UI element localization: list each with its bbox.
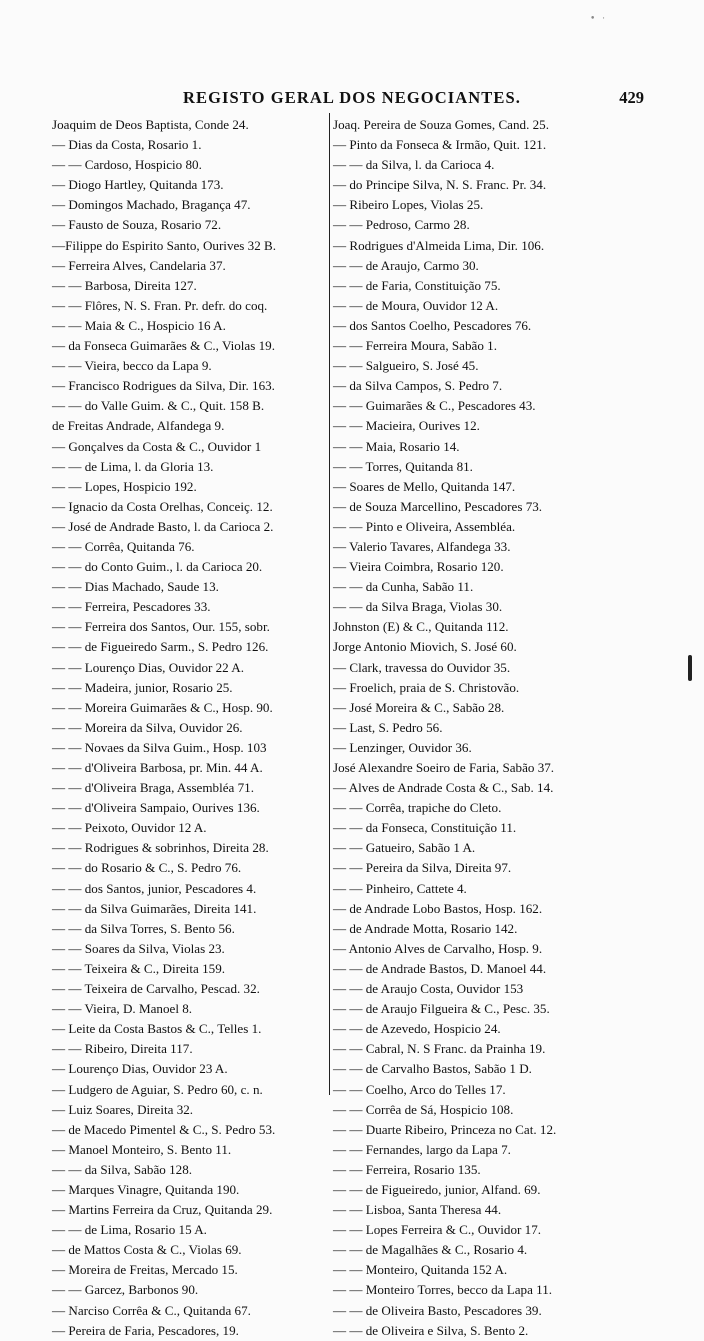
right-column xyxy=(333,115,631,1341)
directory-entry: — — de Figueiredo Sarm., S. Pedro 126. xyxy=(52,639,269,655)
directory-entry: — Luiz Soares, Direita 32. xyxy=(52,1101,194,1117)
directory-entry: — — Lopes, Hospicio 192. xyxy=(52,478,197,494)
directory-entry: — Pinto da Fonseca & Irmão, Quit. 121. xyxy=(333,137,547,153)
directory-entry: — Ferreira Alves, Candelaria 37. xyxy=(52,257,226,273)
directory-entry: — — Fernandes, largo da Lapa 7. xyxy=(333,1141,511,1157)
directory-entry: — — Soares da Silva, Violas 23. xyxy=(52,940,225,956)
directory-entry: — — Cabral, N. S Franc. da Prainha 19. xyxy=(333,1041,546,1057)
directory-entry: — — dos Santos, junior, Pescadores 4. xyxy=(52,880,257,896)
directory-entry: — — Ferreira, Rosario 135. xyxy=(333,1161,481,1177)
directory-entry: — — Barbosa, Direita 127. xyxy=(52,277,197,293)
directory-entry: — — do Valle Guim. & C., Quit. 158 B. xyxy=(52,398,265,414)
directory-entry: — — Moreira da Silva, Ouvidor 26. xyxy=(52,719,243,735)
margin-mark xyxy=(688,655,692,681)
directory-entry: Joaquim de Deos Baptista, Conde 24. xyxy=(52,117,249,132)
directory-entry: — — de Araujo, Carmo 30. xyxy=(333,257,479,273)
directory-entry: — — Flôres, N. S. Fran. Pr. defr. do coq. xyxy=(52,297,268,313)
directory-entry: — — da Silva Torres, S. Bento 56. xyxy=(52,920,235,936)
directory-entry: — — de Figueiredo, junior, Alfand. 69. xyxy=(333,1181,541,1197)
directory-entry: — — da Silva, Sabão 128. xyxy=(52,1161,193,1177)
directory-entry: — Lourenço Dias, Ouvidor 23 A. xyxy=(52,1061,228,1077)
directory-entry: — — da Silva Braga, Violas 30. xyxy=(333,599,503,615)
directory-entry: — — Moreira Guimarães & C., Hosp. 90. xyxy=(52,699,273,715)
directory-entry: — — da Cunha, Sabão 11. xyxy=(333,579,474,595)
page-title: REGISTO GERAL DOS NEGOCIANTES. xyxy=(182,88,522,107)
directory-entry: — Froelich, praia de S. Christovão. xyxy=(333,679,520,695)
directory-entry: — — Peixoto, Ouvidor 12 A. xyxy=(52,820,207,836)
directory-entry: — Soares de Mello, Quitanda 147. xyxy=(333,478,516,494)
directory-entry: — — Garcez, Barbonos 90. xyxy=(52,1282,199,1298)
directory-entry: — — Ribeiro, Direita 117. xyxy=(52,1041,193,1057)
directory-entry: — Lenzinger, Ouvidor 36. xyxy=(333,739,472,755)
directory-entry: — Ignacio da Costa Orelhas, Conceiç. 12. xyxy=(52,498,273,514)
directory-entry: — Martins Ferreira da Cruz, Quitanda 29. xyxy=(52,1202,273,1218)
directory-entry: — Last, S. Pedro 56. xyxy=(333,719,443,735)
directory-entry: — Alves de Andrade Costa & C., Sab. 14. xyxy=(333,780,554,796)
directory-entry: — — Vieira, D. Manoel 8. xyxy=(52,1001,193,1017)
page-number: 429 xyxy=(619,88,644,107)
directory-entry: — — Macieira, Ourives 12. xyxy=(333,418,480,434)
directory-entry: — — de Moura, Ouvidor 12 A. xyxy=(333,297,499,313)
directory-entry: — — Rodrigues & sobrinhos, Direita 28. xyxy=(52,840,269,856)
left-column xyxy=(52,115,339,1341)
directory-entry: — — Teixeira de Carvalho, Pescad. 32. xyxy=(52,981,260,997)
directory-entry: — — Coelho, Arco do Telles 17. xyxy=(333,1081,506,1097)
directory-entry: — — Dias Machado, Saude 13. xyxy=(52,579,219,595)
directory-entry: — do Principe Silva, N. S. Franc. Pr. 34. xyxy=(333,177,547,193)
directory-entry: — — Cardoso, Hospicio 80. xyxy=(52,157,202,173)
directory-entry: — de Andrade Lobo Bastos, Hosp. 162. xyxy=(333,900,543,916)
directory-entry: Johnston (E) & C., Quitanda 112. xyxy=(333,619,509,635)
directory-entry: — Diogo Hartley, Quitanda 173. xyxy=(52,177,224,193)
directory-entry: — dos Santos Coelho, Pescadores 76. xyxy=(333,317,532,333)
directory-entry: — — Torres, Quitanda 81. xyxy=(333,458,473,474)
directory-entry: — Dias da Costa, Rosario 1. xyxy=(52,137,202,153)
directory-entry: — — de Oliveira Basto, Pescadores 39. xyxy=(333,1302,542,1318)
directory-entry: — — de Magalhães & C., Rosario 4. xyxy=(333,1242,528,1258)
directory-entry: —Filippe do Espirito Santo, Ourives 32 B. xyxy=(52,237,277,253)
directory-entry: — — de Lima, Rosario 15 A. xyxy=(52,1222,207,1238)
directory-entry: — — de Araujo Filgueira & C., Pesc. 35. xyxy=(333,1001,550,1017)
directory-entry: — Manoel Monteiro, S. Bento 11. xyxy=(52,1141,232,1157)
directory-entry: — Vieira Coimbra, Rosario 120. xyxy=(333,559,504,575)
directory-entry: Jorge Antonio Miovich, S. José 60. xyxy=(333,639,517,655)
directory-entry: — — de Carvalho Bastos, Sabão 1 D. xyxy=(333,1061,532,1077)
directory-entry: — Antonio Alves de Carvalho, Hosp. 9. xyxy=(333,940,543,956)
directory-entry: — Fausto de Souza, Rosario 72. xyxy=(52,217,222,233)
directory-entry: — — Ferreira, Pescadores 33. xyxy=(52,599,211,615)
directory-entry: — — Guimarães & C., Pescadores 43. xyxy=(333,398,536,414)
directory-entry: — — da Fonseca, Constituição 11. xyxy=(333,820,517,836)
directory-entry: — Ludgero de Aguiar, S. Pedro 60, c. n. xyxy=(52,1081,263,1097)
directory-entry: — de Macedo Pimentel & C., S. Pedro 53. xyxy=(52,1121,276,1137)
directory-entry: — Marques Vinagre, Quitanda 190. xyxy=(52,1181,240,1197)
directory-entry: — — Corrêa de Sá, Hospicio 108. xyxy=(333,1101,514,1117)
directory-entry: — Rodrigues d'Almeida Lima, Dir. 106. xyxy=(333,237,545,253)
directory-entry: — de Mattos Costa & C., Violas 69. xyxy=(52,1242,242,1258)
directory-entry: — — de Lima, l. da Gloria 13. xyxy=(52,458,214,474)
directory-entry: — Moreira de Freitas, Mercado 15. xyxy=(52,1262,238,1278)
directory-entry: — — Pinheiro, Cattete 4. xyxy=(333,880,467,896)
directory-entry: — de Andrade Motta, Rosario 142. xyxy=(333,920,518,936)
directory-entry: — Narciso Corrêa & C., Quitanda 67. xyxy=(52,1302,251,1318)
directory-entry: — — d'Oliveira Braga, Assembléa 71. xyxy=(52,780,254,796)
directory-entry: — José Moreira & C., Sabão 28. xyxy=(333,699,505,715)
directory-entry: — — Maia & C., Hospicio 16 A. xyxy=(52,317,226,333)
directory-entry: José Alexandre Soeiro de Faria, Sabão 37. xyxy=(333,760,555,775)
directory-entry: — Leite da Costa Bastos & C., Telles 1. xyxy=(52,1021,262,1037)
directory-entry: — Valerio Tavares, Alfandega 33. xyxy=(333,538,511,554)
directory-entry: — da Silva Campos, S. Pedro 7. xyxy=(333,378,503,394)
directory-entry: — de Souza Marcellino, Pescadores 73. xyxy=(333,498,543,514)
directory-entry: — Domingos Machado, Bragança 47. xyxy=(52,197,251,213)
directory-entry: — — do Conto Guim., l. da Carioca 20. xyxy=(52,559,263,575)
directory-entry: Joaq. Pereira de Souza Gomes, Cand. 25. xyxy=(333,117,549,132)
directory-entry: — — Pereira da Silva, Direita 97. xyxy=(333,860,512,876)
directory-entry: — — de Oliveira e Silva, S. Bento 2. xyxy=(333,1322,529,1338)
directory-entry: — — Ferreira Moura, Sabão 1. xyxy=(333,338,497,354)
directory-entry: — — Salgueiro, S. José 45. xyxy=(333,358,479,374)
directory-entry: — — Gatueiro, Sabão 1 A. xyxy=(333,840,476,856)
directory-entry: — Pereira de Faria, Pescadores, 19. xyxy=(52,1322,239,1338)
directory-entry: — — Maia, Rosario 14. xyxy=(333,438,460,454)
directory-entry: — — Duarte Ribeiro, Princeza no Cat. 12. xyxy=(333,1121,557,1137)
directory-entry: — — da Silva Guimarães, Direita 141. xyxy=(52,900,257,916)
directory-entry: — — da Silva, l. da Carioca 4. xyxy=(333,157,495,173)
directory-entry: — — de Andrade Bastos, D. Manoel 44. xyxy=(333,960,547,976)
directory-entry: — — de Faria, Constituição 75. xyxy=(333,277,501,293)
directory-entry: — — Monteiro Torres, becco da Lapa 11. xyxy=(333,1282,553,1298)
directory-entry: — — Ferreira dos Santos, Our. 155, sobr. xyxy=(52,619,270,635)
directory-entry: — — Lopes Ferreira & C., Ouvidor 17. xyxy=(333,1222,542,1238)
directory-entry: — — Teixeira & C., Direita 159. xyxy=(52,960,226,976)
directory-entry: — José de Andrade Basto, l. da Carioca 2. xyxy=(52,518,274,534)
scan-speck-marks: • · xyxy=(590,14,608,24)
directory-entry: — Clark, travessa do Ouvidor 35. xyxy=(333,659,511,675)
directory-entry: — — Pinto e Oliveira, Assembléa. xyxy=(333,518,516,534)
directory-entry: — — d'Oliveira Sampaio, Ourives 136. xyxy=(52,800,260,816)
directory-entry: — — Pedroso, Carmo 28. xyxy=(333,217,470,233)
directory-entry: — — de Araujo Costa, Ouvidor 153 xyxy=(333,981,524,997)
directory-entry: — — d'Oliveira Barbosa, pr. Min. 44 A. xyxy=(52,760,263,775)
directory-entry: — Ribeiro Lopes, Violas 25. xyxy=(333,197,484,213)
directory-entry: de Freitas Andrade, Alfandega 9. xyxy=(52,418,225,434)
directory-entry: — — Corrêa, trapiche do Cleto. xyxy=(333,800,502,816)
directory-entry: — — do Rosario & C., S. Pedro 76. xyxy=(52,860,242,876)
directory-entry: — — Corrêa, Quitanda 76. xyxy=(52,538,195,554)
directory-entry: — — Lourenço Dias, Ouvidor 22 A. xyxy=(52,659,245,675)
directory-entry: — — Vieira, becco da Lapa 9. xyxy=(52,358,212,374)
directory-entry: — da Fonseca Guimarães & C., Violas 19. xyxy=(52,338,275,354)
directory-entry: — Gonçalves da Costa & C., Ouvidor 1 xyxy=(52,438,262,454)
page-header xyxy=(60,88,644,112)
directory-entry: — — Novaes da Silva Guim., Hosp. 103 xyxy=(52,739,267,755)
directory-entry: — Francisco Rodrigues da Silva, Dir. 163. xyxy=(52,378,275,394)
directory-entry: — — Lisboa, Santa Theresa 44. xyxy=(333,1202,502,1218)
directory-entry: — — de Azevedo, Hospicio 24. xyxy=(333,1021,501,1037)
directory-entry: — — Madeira, junior, Rosario 25. xyxy=(52,679,233,695)
directory-entry: — — Monteiro, Quitanda 152 A. xyxy=(333,1262,508,1278)
